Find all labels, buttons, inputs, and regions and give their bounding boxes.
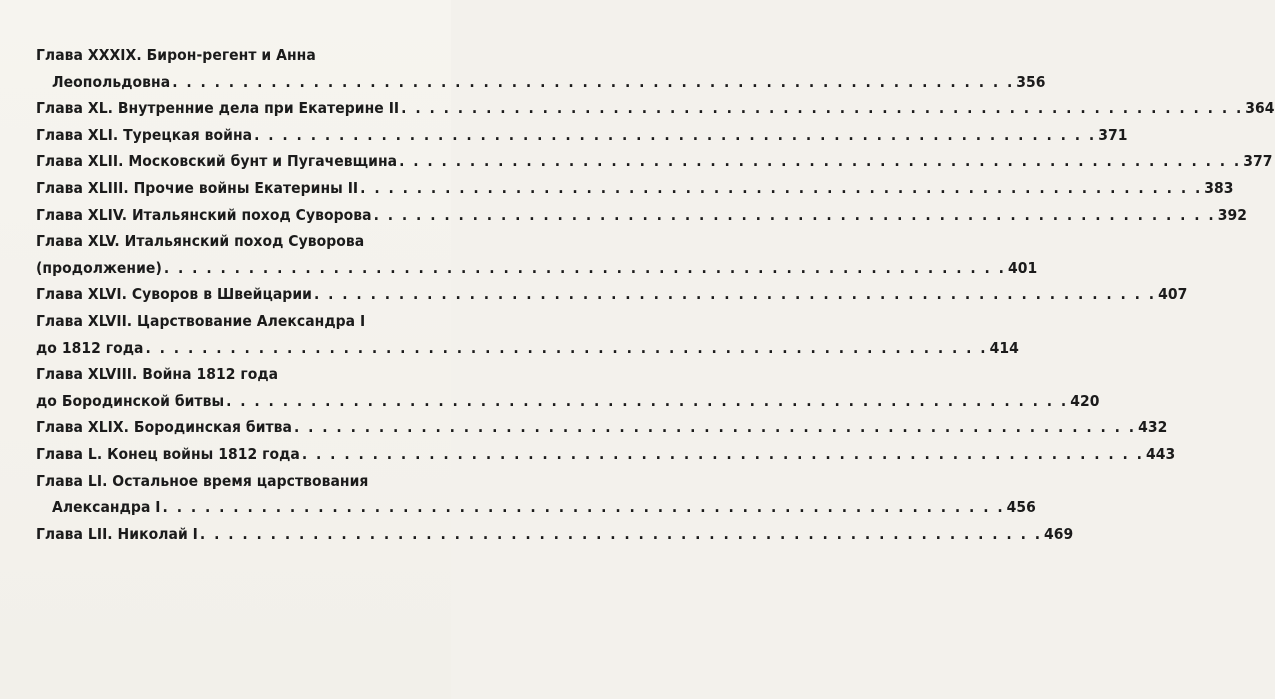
- toc-entry-line: [36, 42, 410, 69]
- dot-leader: . . . . . . . . . . . . . . . . . . . . . . . . . . . . . . . . . . . . . . . . . . . . . . . . . . . . . . . . . . . .: [313, 285, 1157, 304]
- dot-leader: . . . . . . . . . . . . . . . . . . . . . . . . . . . . . . . . . . . . . . . . . . . . . . . . . . . . . . . . . . . .: [401, 99, 1244, 118]
- toc-entry-line: [36, 388, 1100, 415]
- toc-page-number: 356: [1016, 72, 1046, 91]
- toc-entry-line: [36, 361, 410, 388]
- toc-entry-title: Глава XLVI. Суворов в Швейцарии: [36, 285, 312, 304]
- toc-page-number: 383: [1204, 178, 1234, 197]
- toc-entry: [36, 42, 1046, 95]
- dot-leader: . . . . . . . . . . . . . . . . . . . . . . . . . . . . . . . . . . . . . . . . . . . . . . . . . . . . . . . . . . . .: [163, 258, 1006, 277]
- dot-leader: . . . . . . . . . . . . . . . . . . . . . . . . . . . . . . . . . . . . . . . . . . . . . . . . . . . . . . . . . . . .: [301, 444, 1144, 463]
- toc-entry: [36, 414, 1168, 441]
- dot-leader: . . . . . . . . . . . . . . . . . . . . . . . . . . . . . . . . . . . . . . . . . . . . . . . . . . . . . . . . . . . .: [373, 205, 1216, 224]
- toc-entry-line: [36, 202, 1247, 229]
- toc-page-number: 420: [1070, 391, 1100, 410]
- toc-entry-title: Глава XLVII. Царствование Александра I: [36, 311, 366, 330]
- toc-page-number: 414: [989, 338, 1019, 357]
- toc-page-number: 377: [1243, 152, 1273, 171]
- toc-entry: [36, 308, 1019, 361]
- toc-page-number: 371: [1098, 125, 1128, 144]
- toc-entry-title-continued: Александра I: [52, 498, 161, 517]
- toc-page-number: 443: [1145, 444, 1176, 463]
- dot-leader: . . . . . . . . . . . . . . . . . . . . . . . . . . . . . . . . . . . . . . . . . . . . . . . . . . . . . . . . . . . .: [293, 418, 1137, 437]
- toc-entry-title: Глава XLV. Итальянский поход Суворова: [36, 232, 365, 251]
- toc-entry-title: Глава LII. Николай I: [36, 524, 198, 543]
- toc-entry-title-continued: до Бородинской битвы: [36, 391, 225, 410]
- toc-entry: [36, 468, 1036, 521]
- toc-entry: [36, 175, 1234, 202]
- toc-page-number: 456: [1006, 498, 1036, 517]
- toc-entry-line: [36, 441, 1176, 468]
- toc-page-number: 432: [1138, 418, 1168, 437]
- toc-page-number: 407: [1158, 285, 1188, 304]
- dot-leader: . . . . . . . . . . . . . . . . . . . . . . . . . . . . . . . . . . . . . . . . . . . . . . . . . . . . . . . . . . . .: [145, 338, 988, 357]
- toc-entry-title-continued: Леопольдовна: [52, 72, 171, 91]
- dot-leader: . . . . . . . . . . . . . . . . . . . . . . . . . . . . . . . . . . . . . . . . . . . . . . . . . . . . . . . . . . . .: [254, 125, 1097, 144]
- toc-page-number: 401: [1007, 258, 1038, 277]
- toc-entry: [36, 521, 1074, 548]
- toc-entry-title: Глава XLIV. Итальянский поход Суворова: [36, 205, 372, 224]
- dot-leader: . . . . . . . . . . . . . . . . . . . . . . . . . . . . . . . . . . . . . . . . . . . . . . . . . . . . . . . . . . . .: [199, 524, 1043, 543]
- toc-entry: [36, 148, 1273, 175]
- toc-entry: [36, 202, 1247, 229]
- toc-page-number: 469: [1044, 524, 1074, 543]
- toc-entry-line: [36, 95, 1275, 122]
- toc-entry-line: [36, 414, 1168, 441]
- toc-entry-title: Глава XLVIII. Война 1812 года: [36, 365, 279, 384]
- toc-entry-title-continued: до 1812 года: [36, 338, 144, 357]
- toc-entry-line: [36, 521, 1074, 548]
- toc-entry: [36, 361, 1100, 414]
- toc-entry-title: Глава L. Конец войны 1812 года: [36, 444, 300, 463]
- dot-leader: . . . . . . . . . . . . . . . . . . . . . . . . . . . . . . . . . . . . . . . . . . . . . . . . . . . . . . . . . . . .: [172, 72, 1015, 91]
- toc-entry-title: Глава XLI. Турецкая война: [36, 125, 253, 144]
- toc-entry-line: [36, 148, 1273, 175]
- toc-entry-title-continued: (продолжение): [36, 258, 162, 277]
- toc-entry-line: [36, 175, 1234, 202]
- toc-entry-line: [36, 335, 1019, 362]
- toc-page-number: 364: [1245, 99, 1275, 118]
- toc-entry-line: [36, 255, 1038, 282]
- toc-entry-line: [36, 468, 410, 495]
- table-of-contents: [36, 42, 1275, 547]
- toc-entry-line: [36, 494, 1036, 521]
- toc-entry: [36, 95, 1275, 122]
- toc-entry: [36, 228, 1038, 281]
- dot-leader: . . . . . . . . . . . . . . . . . . . . . . . . . . . . . . . . . . . . . . . . . . . . . . . . . . . . . . . . . . . .: [399, 152, 1242, 171]
- toc-entry-line: [36, 69, 1046, 96]
- toc-entry: [36, 281, 1188, 308]
- toc-entry-line: [36, 308, 410, 335]
- dot-leader: . . . . . . . . . . . . . . . . . . . . . . . . . . . . . . . . . . . . . . . . . . . . . . . . . . . . . . . . . . . .: [162, 498, 1005, 517]
- toc-entry-title: Глава XLII. Московский бунт и Пугачевщина: [36, 152, 398, 171]
- toc-entry-title: Глава XL. Внутренние дела при Екатерине II: [36, 99, 400, 118]
- toc-entry-line: [36, 122, 1128, 149]
- dot-leader: . . . . . . . . . . . . . . . . . . . . . . . . . . . . . . . . . . . . . . . . . . . . . . . . . . . . . . . . . . . .: [360, 178, 1203, 197]
- toc-entry-title: Глава XLIX. Бородинская битва: [36, 418, 292, 437]
- dot-leader: . . . . . . . . . . . . . . . . . . . . . . . . . . . . . . . . . . . . . . . . . . . . . . . . . . . . . . . . . . . .: [226, 391, 1069, 410]
- toc-entry-title: Глава XLIII. Прочие войны Екатерины II: [36, 178, 359, 197]
- toc-entry-title: Глава XXXIX. Бирон-регент и Анна: [36, 46, 316, 64]
- toc-entry-line: [36, 228, 410, 255]
- toc-entry: [36, 441, 1176, 468]
- toc-entry-title: Глава LI. Остальное время царствования: [36, 471, 369, 490]
- toc-page-number: 392: [1217, 205, 1247, 224]
- toc-entry-line: [36, 281, 1188, 308]
- toc-entry: [36, 122, 1128, 149]
